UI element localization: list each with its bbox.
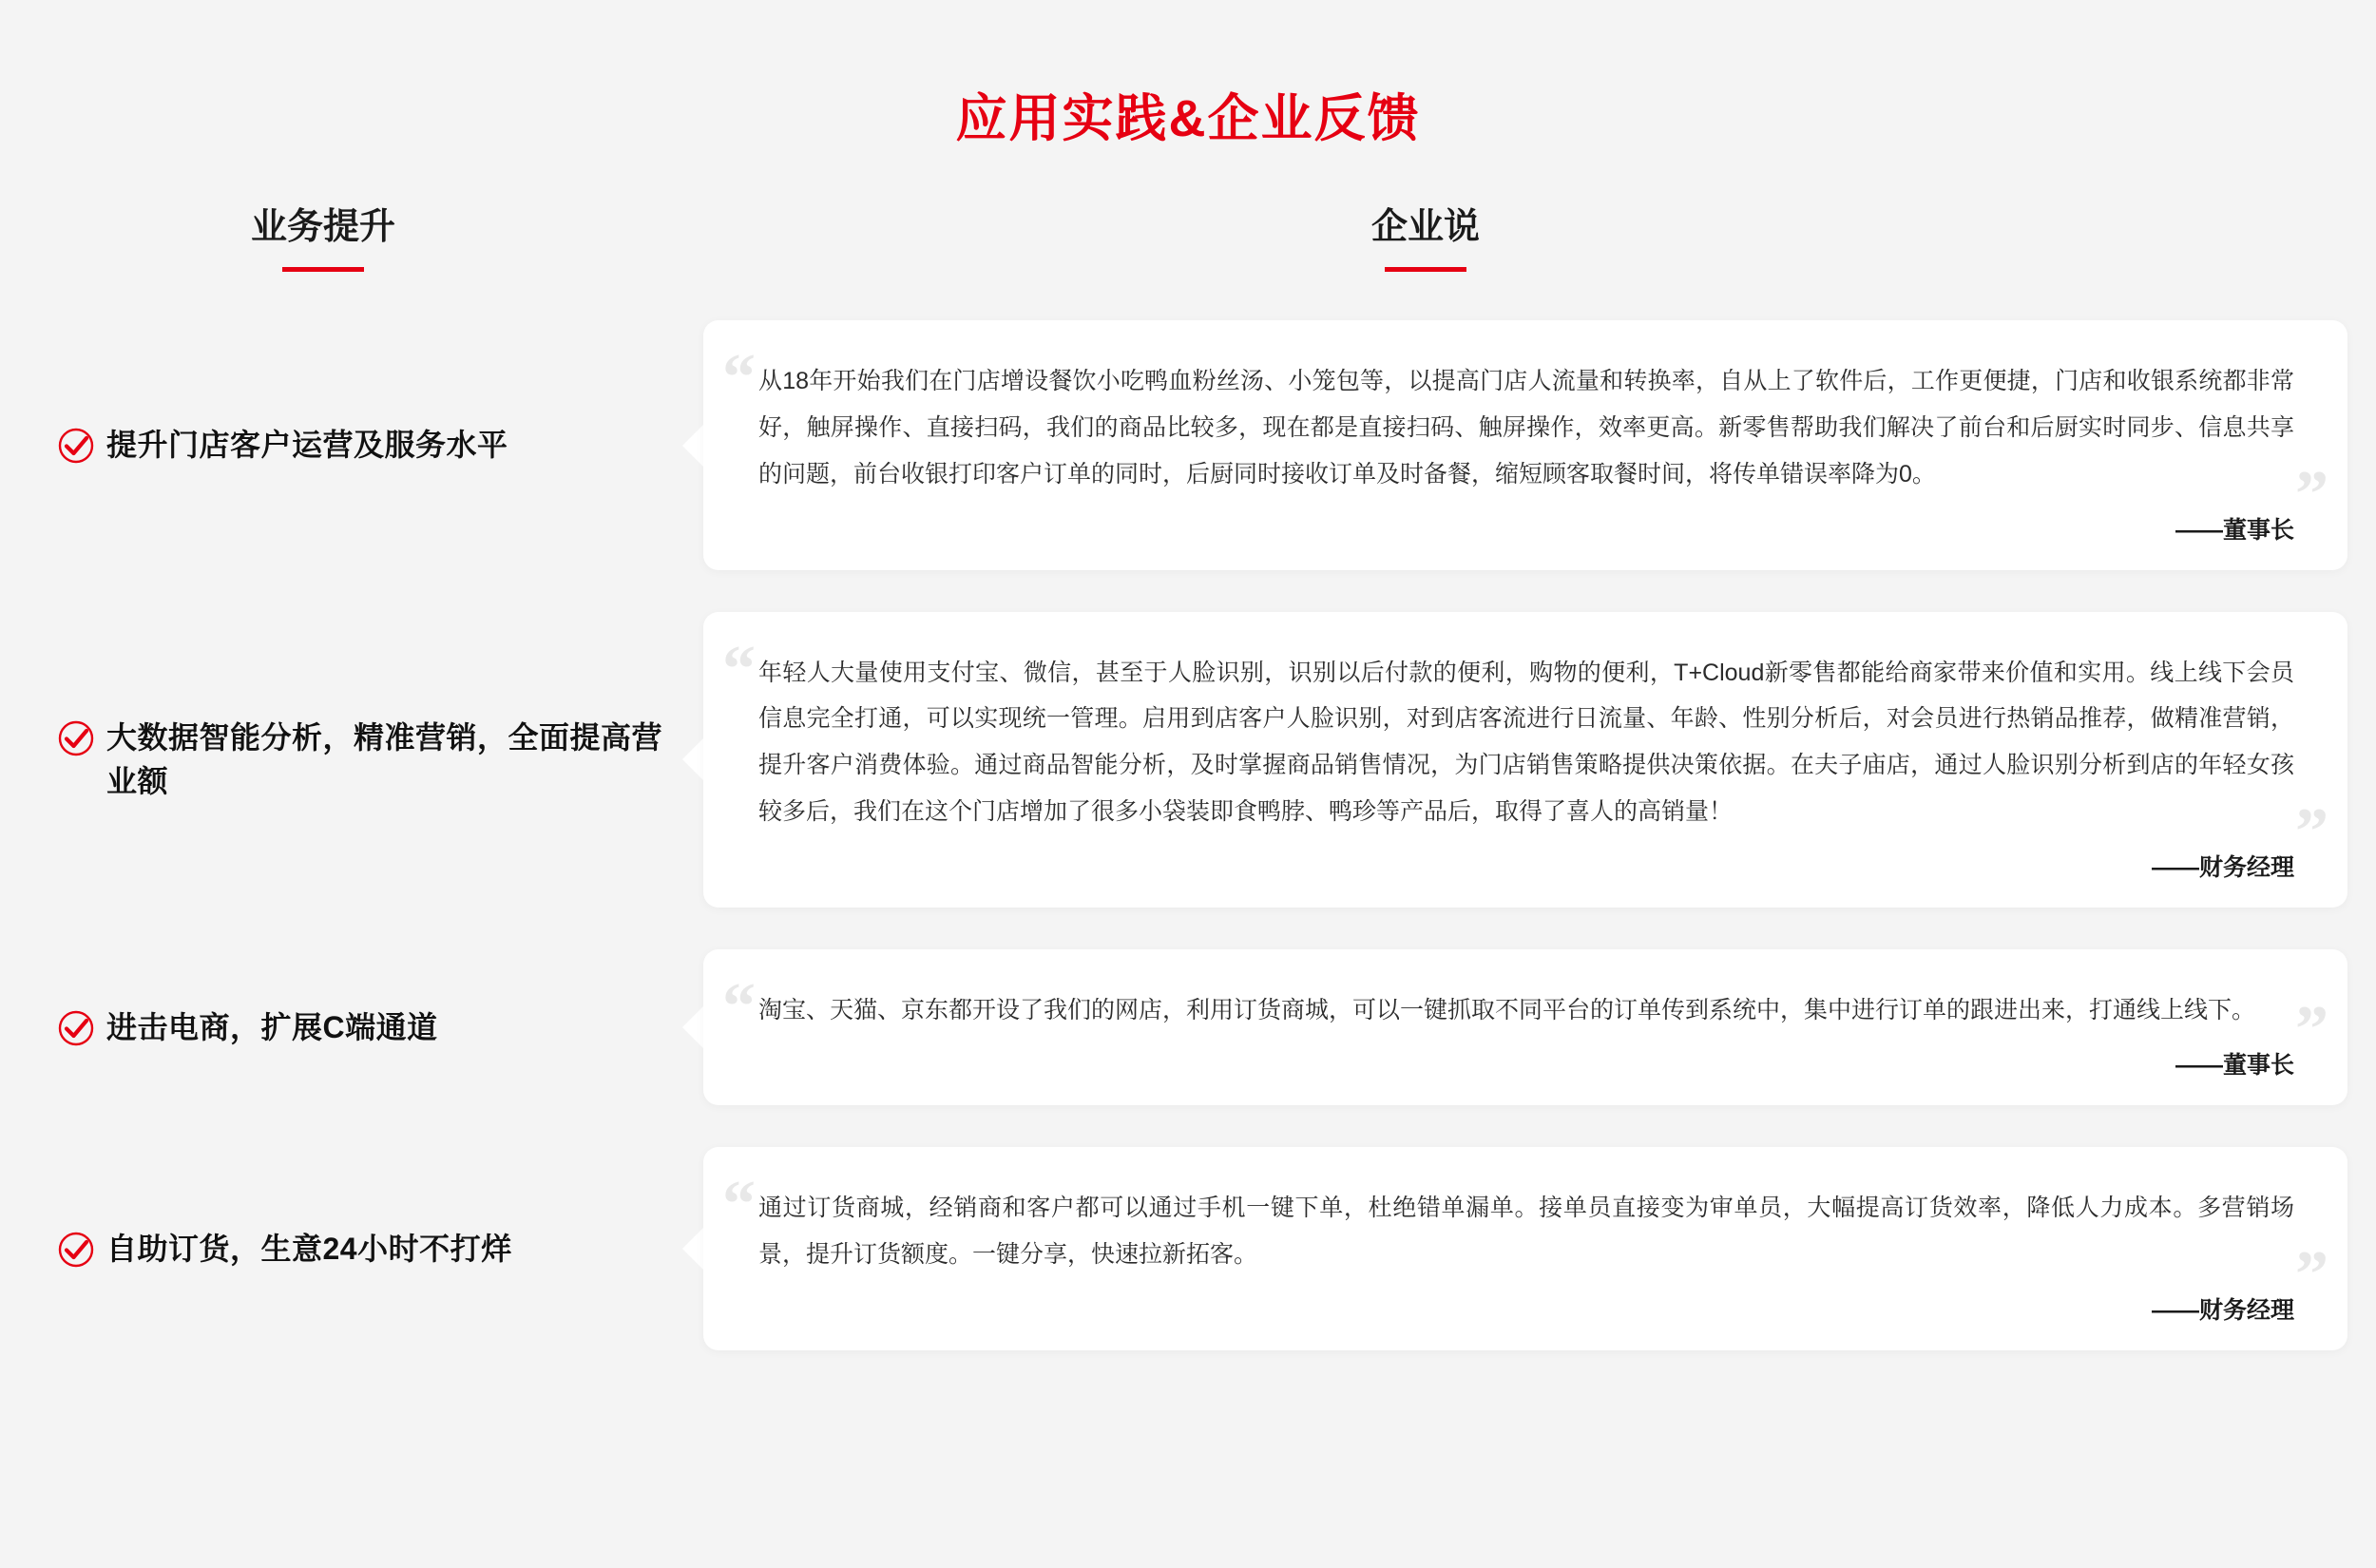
column-heading-right-label: 企业说 xyxy=(1370,207,1480,248)
quote-open-icon: “ xyxy=(722,969,756,1043)
quote-open-icon: “ xyxy=(722,632,756,706)
quote-close-icon: ” xyxy=(2295,794,2328,869)
quote-card xyxy=(703,320,2347,569)
quote-card-wrapper xyxy=(703,949,2347,1106)
page-title: 应用实践&企业反馈 xyxy=(955,90,1421,147)
column-heading-right xyxy=(1264,206,1587,272)
quote-text: 通过订货商城，经销商和客户都可以通过手机一键下单，杜绝错单漏单。接单员直接变为审单员，大幅提高订货效率，降低人力成本。多营销场景，提升订货额度。一键分享，快速拉新拓客。 xyxy=(758,1195,2294,1269)
quote-close-icon: ” xyxy=(2295,457,2328,531)
column-heading-left xyxy=(162,206,485,272)
check-circle-icon xyxy=(57,1009,95,1047)
quote-text: 从18年开始我们在门店增设餐饮小吃鸭血粉丝汤、小笼包等，以提高门店人流量和转换率，自从上了软件后，工作更便捷，门店和收银系统都非常好，触屏操作、直接扫码，我们的商品比较多，现在都是直接扫码、触屏操作，效率更高。新零售帮助我们解决了前台和后厨实时同步、信息共享的问题，前台收银打印客户订单的同时，后厨同时接收订单及时备餐，缩短顾客取餐时间，将传单错误率降为0。 xyxy=(758,368,2294,488)
quote-author: ——财务经理 xyxy=(2151,853,2294,881)
quote-text: 年轻人大量使用支付宝、微信，甚至于人脸识别，识别以后付款的便利，购物的便利，T+Cloud新零售都能给商家带来价值和实用。线上线下会员信息完全打通，可以实现统一管理。启用到店客户人脸识别，对到店客流进行日流量、年龄、性别分析后，对会员进行热销品推荐，做精准营销，提升客户消费体验。通过商品智能分析，及时掌握商品销售情况，为门店销售策略提供决策依据。在夫子庙店，通过人脸识别分析到店的年轻女孩较多后，我们在这个门店增加了很多小袋装即食鸭脖、鸭珍等产品后，取得了喜人的高销量！ xyxy=(758,659,2294,825)
feedback-rows xyxy=(0,320,2376,1350)
callout-arrow xyxy=(682,736,705,782)
quote-author: ——财务经理 xyxy=(2151,1296,2294,1324)
quote-author: ——董事长 xyxy=(2175,516,2294,544)
benefit-label: 进击电商，扩展C端通道 xyxy=(106,1009,438,1044)
quote-card-wrapper xyxy=(703,1147,2347,1350)
quote-open-icon: “ xyxy=(722,341,756,415)
quote-card xyxy=(703,612,2347,908)
heading-underline xyxy=(282,267,364,272)
feedback-row xyxy=(0,320,2376,569)
callout-arrow xyxy=(682,1226,705,1272)
feedback-row xyxy=(0,1147,2376,1350)
callout-arrow xyxy=(682,423,705,468)
quote-card-wrapper xyxy=(703,320,2347,569)
benefit-label: 自助订货，生意24小时不打烊 xyxy=(106,1231,512,1266)
heading-underline xyxy=(1385,267,1466,272)
check-circle-icon xyxy=(57,427,95,465)
quote-author: ——董事长 xyxy=(2175,1052,2294,1080)
benefit-item xyxy=(57,1227,684,1271)
quote-open-icon: “ xyxy=(722,1168,756,1242)
quote-text: 淘宝、天猫、京东都开设了我们的网店，利用订货商城，可以一键抓取不同平台的订单传到系统中，集中进行订单的跟进出来，打通线上线下。 xyxy=(758,996,2256,1023)
feedback-row xyxy=(0,949,2376,1106)
benefit-label: 大数据智能分析，精准营销，全面提高营业额 xyxy=(106,719,663,799)
quote-card xyxy=(703,949,2347,1106)
quote-close-icon: ” xyxy=(2295,1237,2328,1311)
check-circle-icon xyxy=(57,1231,95,1269)
quote-card-wrapper xyxy=(703,612,2347,908)
quote-card xyxy=(703,1147,2347,1350)
column-headings xyxy=(0,206,2376,311)
benefit-item xyxy=(57,1005,684,1049)
benefit-item xyxy=(57,423,684,467)
callout-arrow xyxy=(682,1004,705,1050)
benefit-label: 提升门店客户运营及服务水平 xyxy=(106,428,508,463)
check-circle-icon xyxy=(57,719,95,757)
quote-close-icon: ” xyxy=(2295,993,2328,1067)
feedback-row xyxy=(0,612,2376,908)
column-heading-left-label: 业务提升 xyxy=(250,207,395,248)
benefit-item xyxy=(57,716,684,804)
